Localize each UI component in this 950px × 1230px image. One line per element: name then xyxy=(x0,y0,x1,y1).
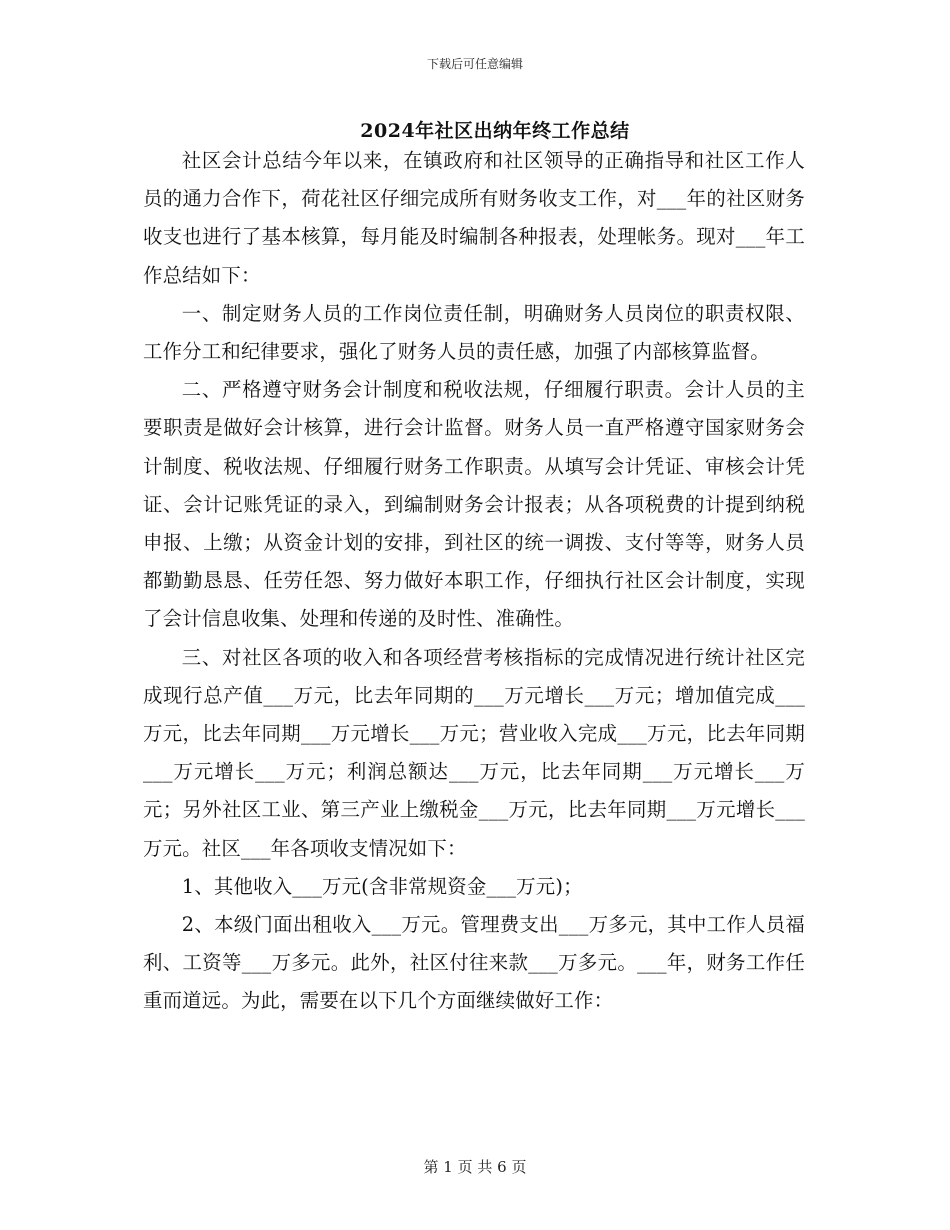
paragraph-section-3: 三、对社区各项的收入和各项经营考核指标的完成情况进行统计社区完成现行总产值___万元，比去年同期的___万元增长___万元；增加值完成___万元，比去年同期___万元增长___万元；营业收入完成___万元，比去年同期___万元增长___万元；利润总额达___万元，比去年同期___万元增长___万元；另外社区工业、第三产业上缴税金___万元，比去年同期___万元增长___万元。社区___年各项收支情况如下： xyxy=(143,645,805,860)
paragraph-item-1: 1、其他收入___万元(含非常规资金___万元)； xyxy=(181,874,583,898)
paragraph-section-1: 一、制定财务人员的工作岗位责任制，明确财务人员岗位的职责权限、工作分工和纪律要求，强化了财务人员的责任感，加强了内部核算监督。 xyxy=(143,301,805,364)
paragraph-item-2: 2、本级门面出租收入___万元。管理费支出___万多元，其中工作人员福利、工资等___万多元。此外，社区付往来款___万多元。___年，财务工作任重而道远。为此，需要在以下几个方面继续做好工作： xyxy=(143,913,805,1013)
document-body xyxy=(143,142,805,1021)
document-title: 2024年社区出纳年终工作总结 xyxy=(360,120,630,142)
page-number: 第 1 页 共 6 页 xyxy=(423,1158,527,1176)
paragraph-intro: 社区会计总结今年以来，在镇政府和社区领导的正确指导和社区工作人员的通力合作下，荷花社区仔细完成所有财务收支工作，对___年的社区财务收支也进行了基本核算，每月能及时编制各种报表，处理帐务。现对___年工作总结如下： xyxy=(143,149,805,287)
paragraph-section-2: 二、严格遵守财务会计制度和税收法规，仔细履行职责。会计人员的主要职责是做好会计核算，进行会计监督。财务人员一直严格遵守国家财务会计制度、税收法规、仔细履行财务工作职责。从填写会计凭证、审核会计凭证、会计记账凭证的录入，到编制财务会计报表；从各项税费的计提到纳税申报、上缴；从资金计划的安排，到社区的统一调拨、支付等等，财务人员都勤勤恳恳、任劳任怨、努力做好本职工作，仔细执行社区会计制度，实现了会计信息收集、处理和传递的及时性、准确性。 xyxy=(143,378,805,631)
header-note: 下载后可任意编辑 xyxy=(426,57,523,71)
